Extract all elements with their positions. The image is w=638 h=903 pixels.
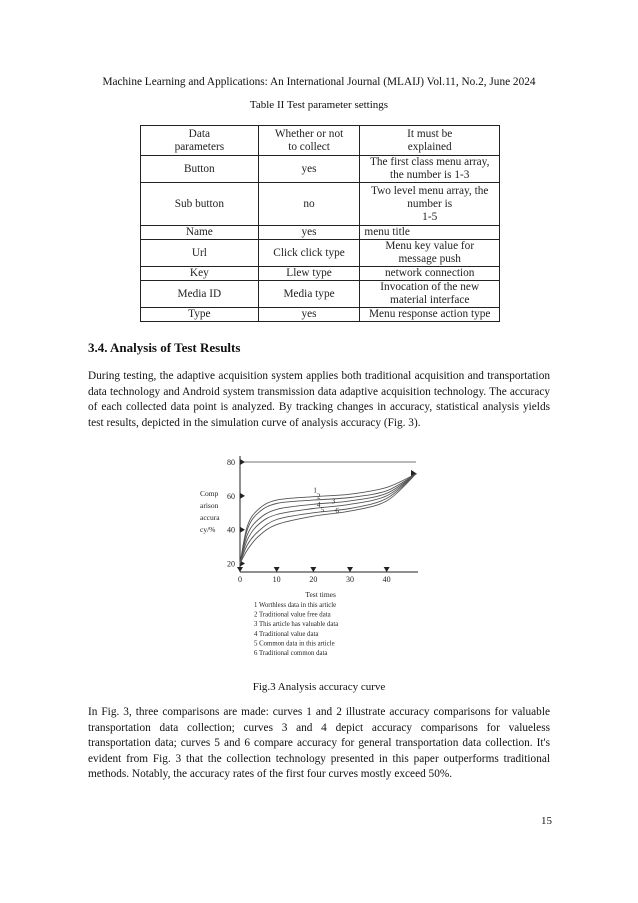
x-tick-label: 40 <box>382 575 391 584</box>
explain-cell <box>360 267 500 281</box>
table-header-row <box>141 126 500 156</box>
collect-cell: Llew type <box>258 267 360 281</box>
table-row <box>141 308 500 322</box>
explain-cell <box>360 183 500 226</box>
x-tick-mark <box>274 567 280 572</box>
y-axis-label-line: arison <box>200 501 219 510</box>
parameter-table <box>140 125 500 322</box>
cell-line: explained <box>407 140 452 153</box>
curve-label: 4 <box>317 500 321 509</box>
param-cell: Media ID <box>141 281 259 308</box>
cell-line: The first class menu array, <box>370 156 490 168</box>
param-cell: Url <box>141 240 259 267</box>
y-tick-label: 80 <box>227 458 235 467</box>
param-cell: Sub button <box>141 183 259 226</box>
y-tick-mark <box>240 527 245 533</box>
explain-cell <box>360 226 500 240</box>
cell-line: to collect <box>288 140 330 153</box>
legend-entry: 6 Traditional common data <box>254 650 328 657</box>
table-row <box>141 226 500 240</box>
table-row <box>141 281 500 308</box>
curve-label: 2 <box>317 492 321 501</box>
y-axis-label-line: accura <box>200 513 220 522</box>
table-row <box>141 156 500 183</box>
table-caption: Table II Test parameter settings <box>249 99 389 111</box>
cell-line: Two level menu array, the <box>371 184 489 197</box>
x-axis-label: Test times <box>305 590 336 599</box>
x-tick-mark <box>347 567 353 572</box>
series-line-4 <box>240 474 416 564</box>
cell-line: It must be <box>407 127 453 140</box>
collect-cell: yes <box>258 308 360 322</box>
collect-cell: yes <box>258 226 360 240</box>
cell-line: Invocation of the new <box>380 281 480 293</box>
cell-line: menu title <box>364 226 410 238</box>
journal-header: Machine Learning and Applications: An International Journal (MLAIJ) Vol.11, No.2, June 2024 <box>102 76 536 88</box>
curve-label: 1 <box>313 486 317 495</box>
y-axis-label-line: Comp <box>200 489 219 498</box>
x-tick-mark <box>384 567 390 572</box>
section-heading: 3.4. Analysis of Test Results <box>88 340 241 355</box>
x-tick-label: 0 <box>238 575 242 584</box>
explain-cell <box>360 240 500 267</box>
param-cell: Key <box>141 267 259 281</box>
legend-entry: 2 Traditional value free data <box>254 611 331 619</box>
param-cell: Type <box>141 308 259 322</box>
table-header-cell <box>141 126 259 156</box>
cell-line: number is <box>407 197 453 210</box>
cell-line: 1-5 <box>422 210 438 223</box>
table-header-cell <box>258 126 360 156</box>
explain-cell <box>360 281 500 308</box>
param-cell: Name <box>141 226 259 240</box>
cell-line: network connection <box>385 267 475 279</box>
cell-line: Menu key value for <box>385 240 475 252</box>
cell-line: the number is 1-3 <box>390 169 470 181</box>
y-tick-label: 60 <box>227 491 235 501</box>
x-tick-mark <box>237 567 243 572</box>
curve-label: 5 <box>320 505 325 514</box>
legend-entry: 5 Common data in this article <box>254 640 335 648</box>
y-tick-label: 20 <box>227 559 235 569</box>
collect-cell: Click click type <box>258 240 360 267</box>
table-row <box>141 183 500 226</box>
curve-label: 3 <box>331 497 336 506</box>
cell-line: Whether or not <box>274 127 344 140</box>
accuracy-chart <box>194 448 434 673</box>
table-header-cell <box>360 126 500 156</box>
collect-cell: Media type <box>258 281 360 308</box>
legend-entry: 3 This article has valuable data <box>254 621 339 629</box>
cell-line: Data <box>188 127 210 140</box>
collect-cell: no <box>258 183 360 226</box>
y-tick-mark <box>240 459 245 465</box>
table-row <box>141 240 500 267</box>
y-tick-label: 40 <box>227 525 235 535</box>
cell-line: material interface <box>390 294 470 306</box>
explain-cell <box>360 308 500 322</box>
collect-cell: yes <box>258 156 360 183</box>
page-number: 15 <box>541 815 552 827</box>
y-tick-mark <box>240 493 245 499</box>
x-tick-label: 20 <box>309 575 318 584</box>
cell-line: parameters <box>174 140 225 153</box>
table-row <box>141 267 500 281</box>
cell-line: Menu response action type <box>368 308 491 320</box>
y-axis-label-line: cy/% <box>200 525 216 534</box>
param-cell: Button <box>141 156 259 183</box>
x-tick-mark <box>310 567 316 572</box>
explain-cell <box>360 156 500 183</box>
x-tick-label: 30 <box>346 575 354 584</box>
cell-line: message push <box>398 253 461 265</box>
legend-entry: 4 Traditional value data <box>254 630 319 638</box>
figure-caption: Fig.3 Analysis accuracy curve <box>252 681 386 693</box>
legend-entry: 1 Worthless data in this article <box>254 602 337 609</box>
paragraph-comparison: In Fig. 3, three comparisons are made: curves 1 and 2 illustrate accuracy comparisons for valuable transportation data collection; curves 3 and 4 depict accuracy comparisons for valueless transportation data; curves 5 and 6 compare accuracy for general transportation data collection. It's evident from Fig. 3 that the collection technology presented in this paper outperforms traditional methods. Notably, the accuracy rates of the first four curves mostly exceed 50%. <box>88 706 550 781</box>
x-tick-label: 10 <box>272 575 281 584</box>
paragraph-test-results: During testing, the adaptive acquisition system applies both traditional acquisition and transportation data technology and Android system transmission data adaptive acquisition technology. The accuracy of each collected data point is analyzed. By tracking changes in accuracy, statistical analysis yields test results, depicted in the simulation curve of analysis accuracy (Fig. 3). <box>88 370 550 429</box>
curve-label: 6 <box>335 506 339 515</box>
